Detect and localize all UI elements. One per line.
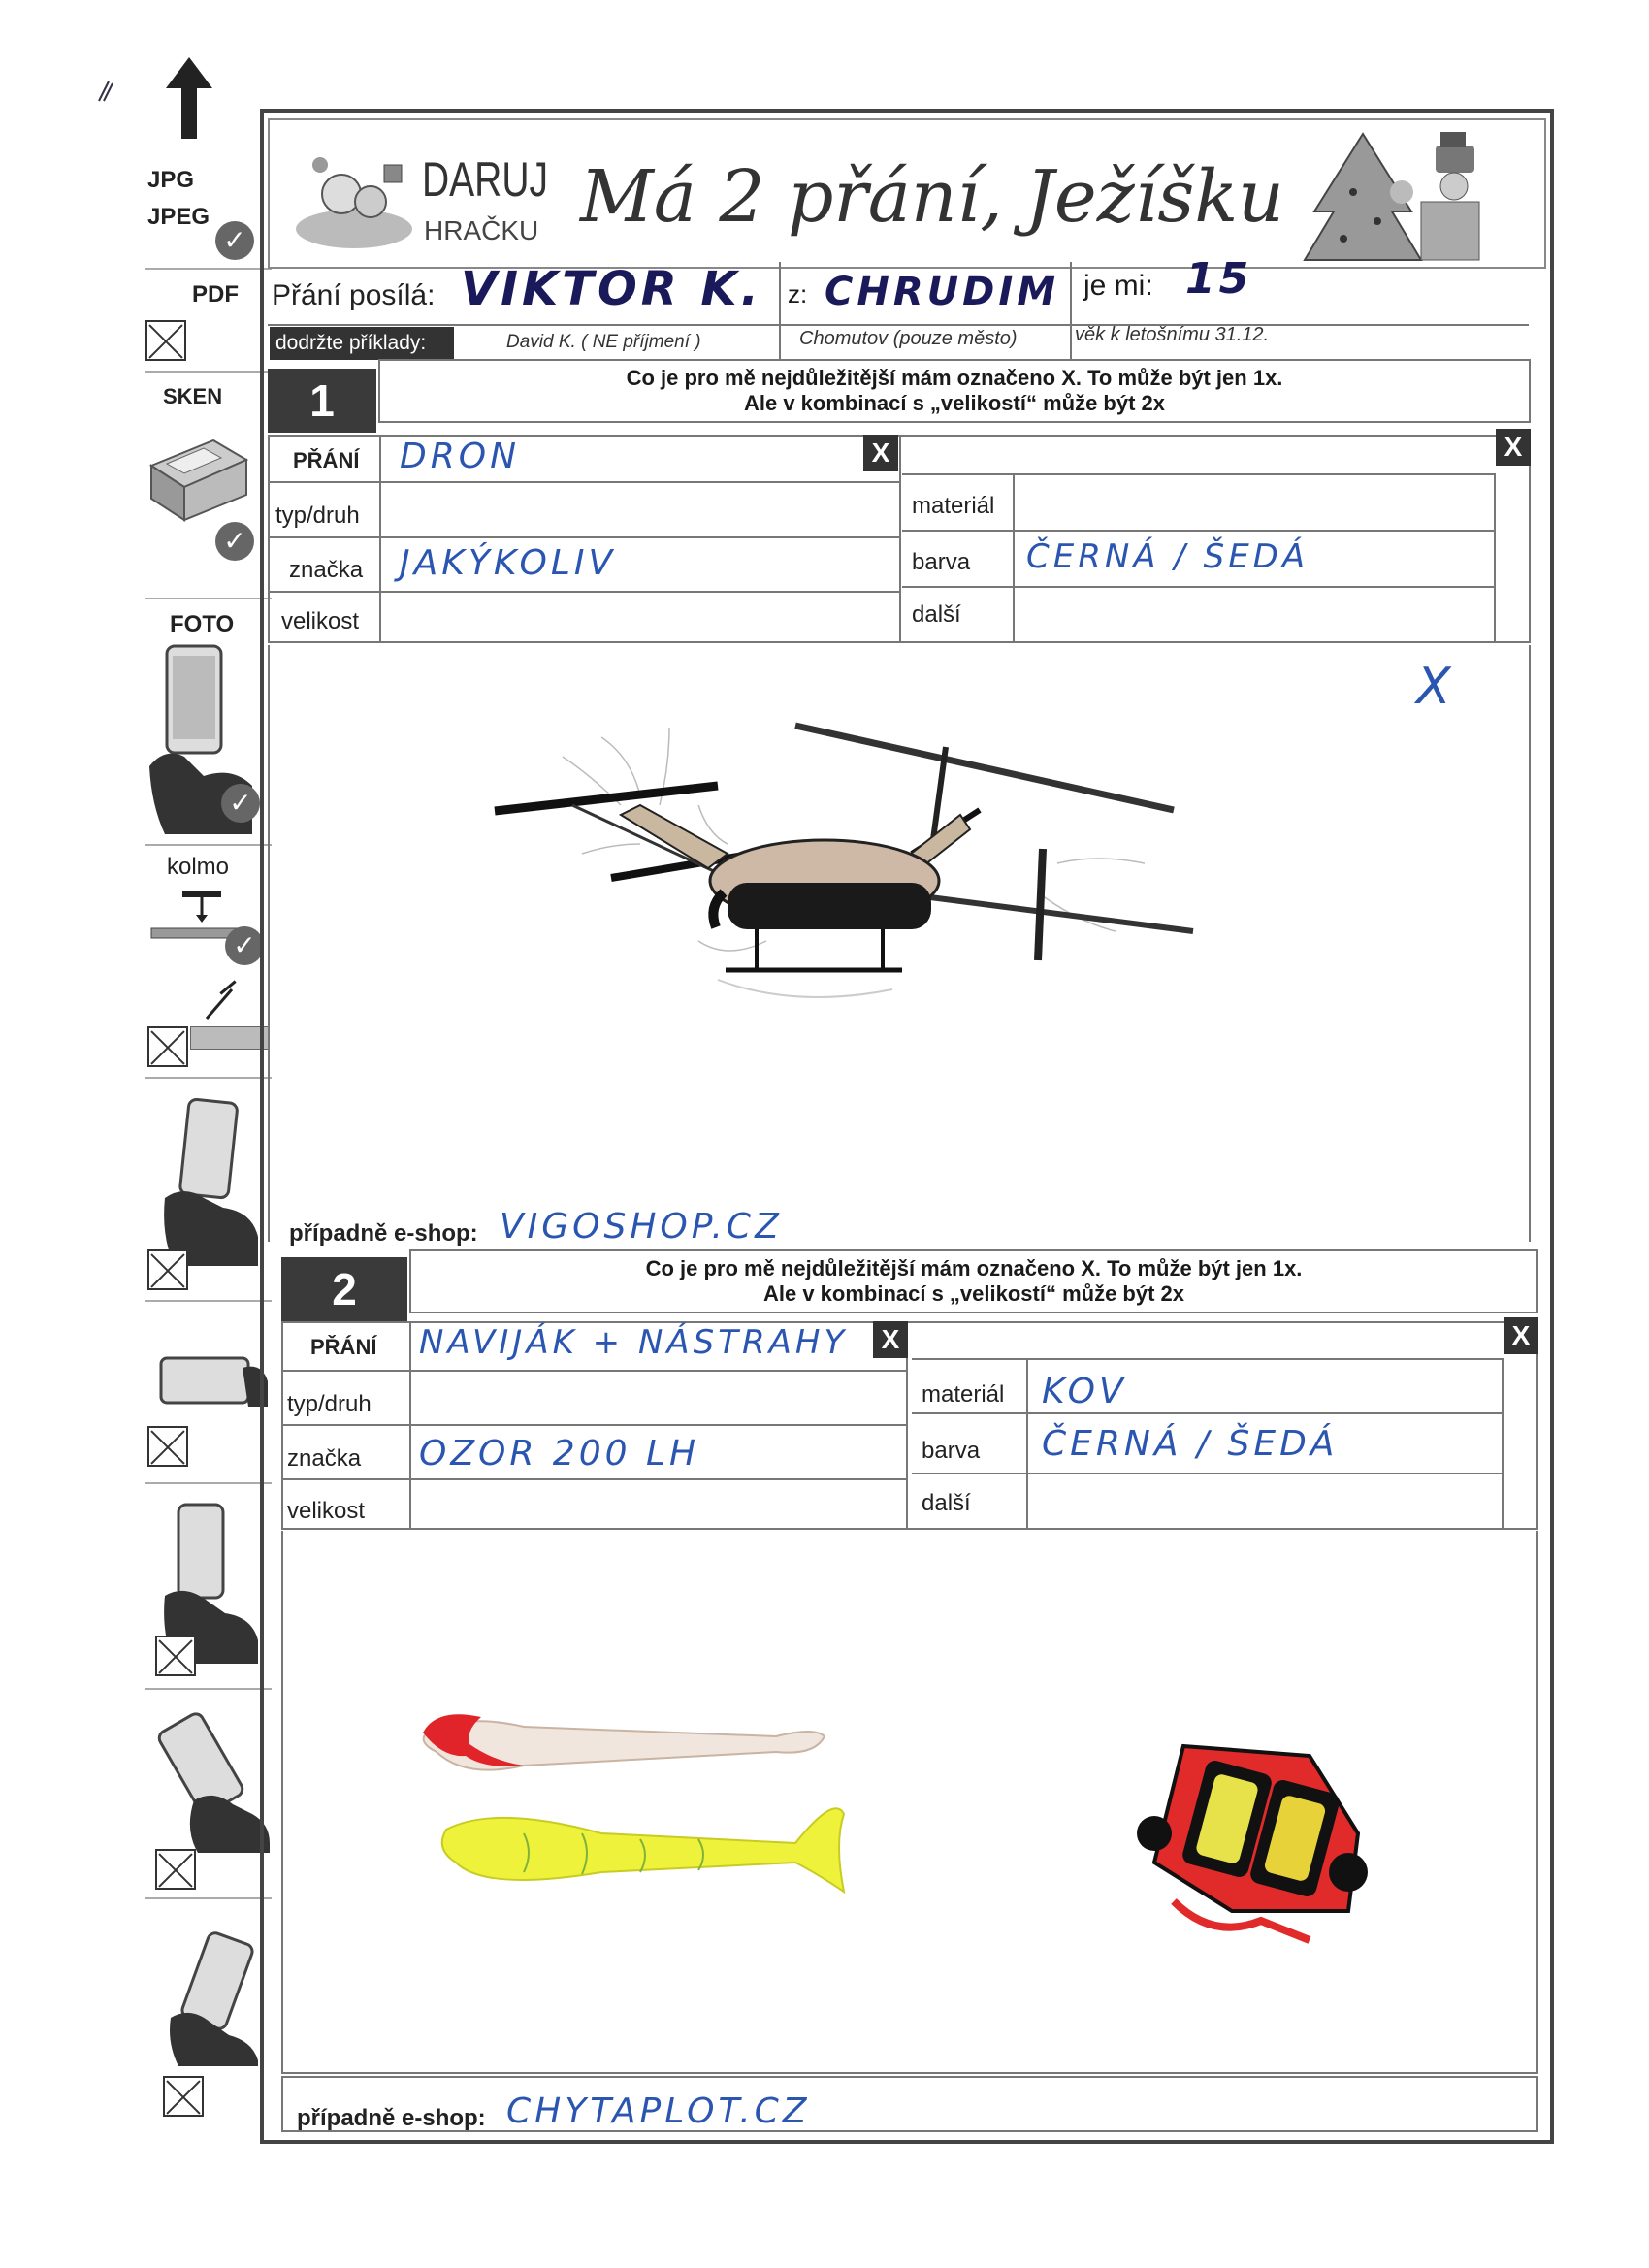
sidebar-divider <box>146 371 272 373</box>
wish2-instruction-line2: Ale v kombinací s „velikostí“ může být 2x <box>762 1281 1185 1306</box>
sidebar-label-kolmo: kolmo <box>167 854 230 880</box>
drone-drawing <box>475 698 1232 1028</box>
logo-mascot-icon <box>291 146 417 252</box>
wish2-label-material: materiál <box>922 1381 1005 1408</box>
wish2-eshop-label: případně e-shop: <box>297 2105 486 2131</box>
phone-hand-icon <box>146 1091 262 1266</box>
sidebar-label-pdf: PDF <box>192 281 239 308</box>
wish1-label-brand: značka <box>289 557 364 583</box>
example-city: Chomutov (pouze město) <box>799 328 1018 349</box>
sidebar-label-jpg: JPG <box>147 167 195 193</box>
wish1-label-size: velikost <box>281 608 360 634</box>
x-box-icon <box>155 1636 196 1676</box>
check-icon: ✓ <box>215 221 254 260</box>
tilted-ruler-icon <box>190 1026 270 1050</box>
wish2-label-wish: PŘÁNÍ <box>310 1335 377 1359</box>
sidebar-divider <box>146 268 272 270</box>
divider <box>779 262 781 359</box>
wish1-instruction-line1: Co je pro mě nejdůležitější mám označeno X. To může být jen 1x. <box>626 366 1283 390</box>
example-age: věk k letošnímu 31.12. <box>1075 324 1270 345</box>
sidebar-divider <box>146 1077 272 1079</box>
wish1-x-mark-right[interactable]: X <box>1496 429 1531 466</box>
wish1-label-color: barva <box>912 549 971 575</box>
wish2-instruction-line1: Co je pro mě nejdůležitější mám označeno X. To může být jen 1x. <box>645 1256 1303 1280</box>
phone-tilted-icon <box>155 1707 272 1853</box>
wish2-number: 2 <box>281 1257 407 1321</box>
wish1-value-wish[interactable]: DRON <box>400 437 520 476</box>
wish1-instruction-line2: Ale v kombinací s „velikostí“ může být 2x <box>743 391 1166 415</box>
x-box-icon <box>155 1849 196 1890</box>
phone-tilted-icon <box>165 1930 272 2066</box>
wish1-label-other: další <box>912 601 961 628</box>
example-name: David K. ( NE příjmení ) <box>506 332 701 352</box>
sidebar-label-sken: SKEN <box>163 384 223 408</box>
sidebar-label-jpeg: JPEG <box>147 204 210 230</box>
reel-drawing <box>1116 1717 1387 1969</box>
sender-name-value[interactable]: VIKTOR K. <box>461 262 762 316</box>
wish1-eshop-label: případně e-shop: <box>289 1220 478 1247</box>
x-box-icon <box>147 1249 188 1290</box>
sidebar-divider <box>146 1300 272 1302</box>
wish2-label-brand: značka <box>287 1445 362 1472</box>
logo-text-hracku: HRAČKU <box>424 215 539 245</box>
wish1-value-brand[interactable]: JAKÝKOLIV <box>400 543 617 583</box>
sidebar-label-foto: FOTO <box>170 611 235 637</box>
wish2-value-material[interactable]: KOV <box>1042 1372 1127 1411</box>
sidebar-divider <box>146 844 272 846</box>
wish2-label-size: velikost <box>287 1498 366 1524</box>
pen-mark-icon <box>95 76 114 105</box>
wish1-x-mark[interactable]: X <box>863 435 898 471</box>
wish1-value-color[interactable]: ČERNÁ / ŠEDÁ <box>1026 537 1310 576</box>
sidebar-divider <box>146 598 272 599</box>
wish1-left-grid <box>268 435 898 643</box>
sidebar-divider <box>146 1482 272 1484</box>
x-box-icon <box>147 1026 188 1067</box>
check-icon: ✓ <box>221 784 260 823</box>
wish1-label-material: materiál <box>912 493 995 519</box>
check-icon: ✓ <box>215 522 254 561</box>
phone-landscape-icon <box>155 1348 272 1416</box>
age-label: je mi: <box>1083 270 1153 302</box>
lures-drawing <box>407 1688 873 1940</box>
x-box-icon <box>147 1426 188 1467</box>
x-box-icon <box>163 2076 204 2117</box>
divider <box>1070 262 1072 359</box>
wish2-label-type: typ/druh <box>287 1391 372 1417</box>
sidebar-divider <box>146 1897 272 1899</box>
wish1-eshop-value[interactable]: VIGOSHOP.CZ <box>500 1207 783 1247</box>
wish2-value-brand[interactable]: OZOR 200 LH <box>419 1434 700 1474</box>
logo-text-daruj: DARUJ <box>422 152 549 207</box>
age-value[interactable]: 15 <box>1185 254 1253 304</box>
wish2-x-mark[interactable]: X <box>873 1321 908 1358</box>
wish2-eshop-value[interactable]: CHYTAPLOT.CZ <box>506 2091 811 2131</box>
angled-icon <box>199 980 247 1028</box>
sender-name-label: Přání posílá: <box>272 279 436 311</box>
check-icon: ✓ <box>225 926 264 965</box>
wish1-number: 1 <box>268 369 376 433</box>
wish2-value-color[interactable]: ČERNÁ / ŠEDÁ <box>1042 1424 1339 1464</box>
wish1-drawing-x: X <box>1416 658 1451 716</box>
wish2-label-other: další <box>922 1490 971 1516</box>
christmas-tree-icon <box>1295 124 1537 268</box>
wish2-value-wish[interactable]: NAVIJÁK + NÁSTRAHY <box>419 1323 849 1362</box>
x-box-icon <box>146 320 186 361</box>
arrow-up-icon <box>160 53 218 141</box>
sidebar-divider <box>146 1688 272 1690</box>
examples-label: dodržte příklady: <box>270 327 454 360</box>
wish1-label-type: typ/druh <box>275 502 360 529</box>
city-label: z: <box>788 279 808 308</box>
wish2-x-mark-right[interactable]: X <box>1504 1317 1538 1354</box>
city-value[interactable]: CHRUDIM <box>824 270 1060 314</box>
wish2-label-color: barva <box>922 1438 981 1464</box>
wish1-label-wish: PŘÁNÍ <box>293 448 360 472</box>
page-title: Má 2 přání, Ježíšku <box>580 155 1284 239</box>
scanner-icon <box>146 427 252 524</box>
